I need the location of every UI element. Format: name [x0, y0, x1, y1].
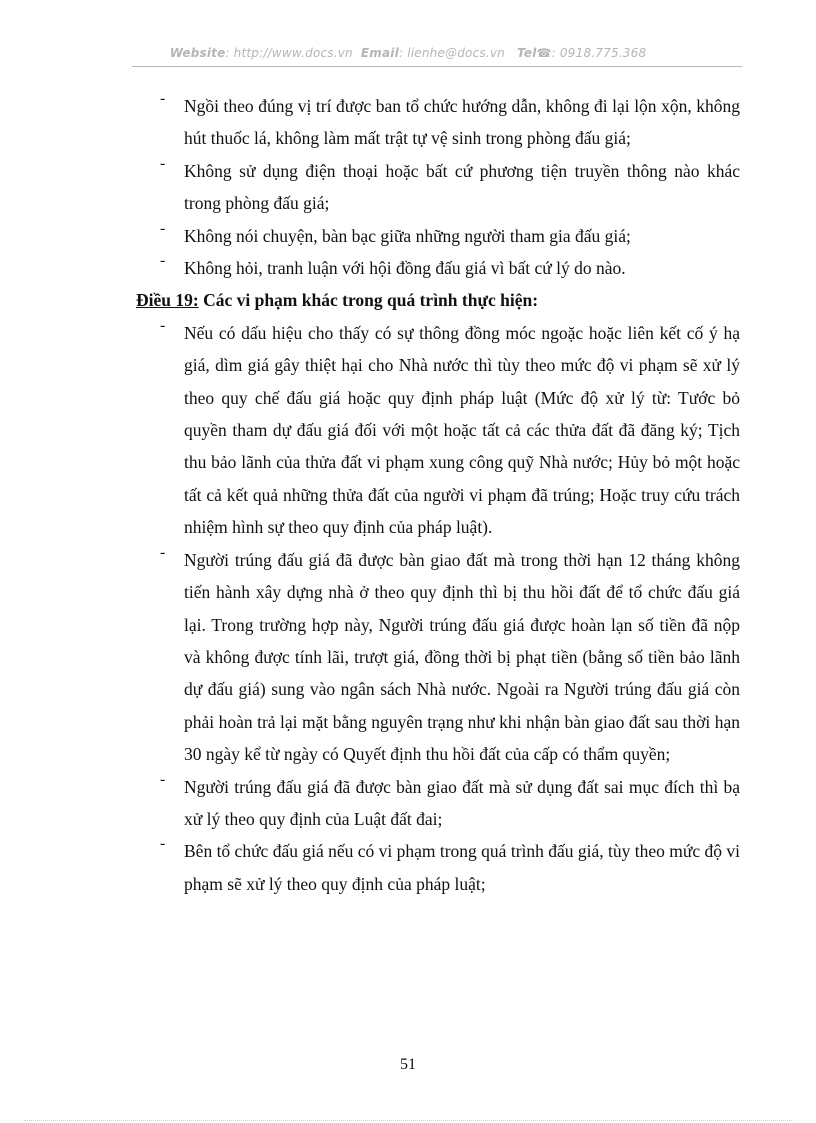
page-header: [0, 46, 816, 60]
bullet-dash: -: [160, 543, 166, 561]
header-divider: [132, 66, 742, 67]
email-label: Email: [360, 46, 399, 60]
bullet-dash: -: [160, 770, 166, 788]
list-item: [136, 317, 740, 544]
bullet-dash: -: [160, 316, 166, 334]
email-value: : lienhe@docs.vn: [398, 46, 505, 60]
footer-divider: [24, 1120, 792, 1121]
bullet-dash: -: [160, 252, 166, 270]
page-number: 51: [400, 1056, 416, 1073]
list-item: [136, 252, 740, 284]
list-item: [136, 90, 740, 155]
list-item-text: Bên tổ chức đấu giá nếu có vi phạm trong quá trình đấu giá, tùy theo mức độ vi phạm sẽ xử lý theo quy định của pháp luật;: [184, 841, 740, 894]
list-item-text: Nếu có dấu hiệu cho thấy có sự thông đồng móc ngoặc hoặc liên kết cố ý hạ giá, dìm giá gây thiệt hại cho Nhà nước thì tùy theo mức độ vi phạm sẽ xử lý theo quy chế đấu giá hoặc quy định pháp luật (Mức độ xử lý từ: Tước bỏ quyền tham dự đấu giá đối với một hoặc tất cả các thửa đất đã đăng ký; Tịch thu bảo lãnh của thửa đất vi phạm xung công quỹ Nhà nước; Hủy bỏ một hoặc tất cả kết quả những thửa đất của người vi phạm đã trúng; Hoặc truy cứu trách nhiệm hình sự theo quy định của pháp luật).: [184, 322, 740, 538]
list-item: [136, 155, 740, 220]
bullet-dash: -: [160, 154, 166, 172]
bullet-dash: -: [160, 219, 166, 237]
list-item: [136, 544, 740, 771]
list-item: [136, 220, 740, 252]
bullet-dash: -: [160, 90, 166, 107]
article-heading: [136, 284, 740, 316]
list-item: [136, 771, 740, 836]
list-item-text: Không nói chuyện, bàn bạc giữa những người tham gia đấu giá;: [184, 225, 631, 246]
tel-value: ☎: 0918.775.368: [536, 46, 647, 60]
list-item-text: Người trúng đấu giá đã được bàn giao đất mà trong thời hạn 12 tháng không tiến hành xây dựng nhà ở theo quy định thì bị thu hồi đất để tổ chức đấu giá lại. Trong trường hợp này, Người trúng đấu giá được hoàn lạn số tiền đã nộp và không được tính lãi, trượt giá, đồng thời bị phạt tiền (bằng số tiền bảo lãnh dự đấu giá) sung vào ngân sách Nhà nước. Ngoài ra Người trúng đấu giá còn phải hoàn trả lại mặt bằng nguyên trạng như khi nhận bàn giao đất sau thời hạn 30 ngày kể từ ngày có Quyết định thu hồi đất của cấp có thẩm quyền;: [184, 549, 740, 765]
list-item-text: Ngồi theo đúng vị trí được ban tổ chức hướng dẫn, không đi lại lộn xộn, không hút thuốc lá, không làm mất trật tự vệ sinh trong phòng đấu giá;: [184, 96, 740, 149]
list-item-text: Không sử dụng điện thoại hoặc bất cứ phương tiện truyền thông nào khác trong phòng đấu giá;: [184, 160, 740, 214]
list-item-text: Không hỏi, tranh luận với hội đồng đấu giá vì bất cứ lý do nào.: [184, 258, 626, 279]
bullet-dash: -: [160, 835, 166, 853]
document-body: [136, 90, 740, 900]
website-label: Website: [169, 46, 226, 60]
list-item: [136, 835, 740, 900]
list-item-text: Người trúng đấu giá đã được bàn giao đất mà sử dụng đất sai mục đích thì bạ xử lý theo quy định của Luật đất đai;: [184, 776, 740, 829]
website-value: : http://www.docs.vn: [225, 46, 353, 60]
article-title: Các vi phạm khác trong quá trình thực hiện:: [198, 290, 539, 311]
tel-label: Tel: [517, 46, 537, 60]
article-number: Điều 19:: [136, 290, 199, 311]
